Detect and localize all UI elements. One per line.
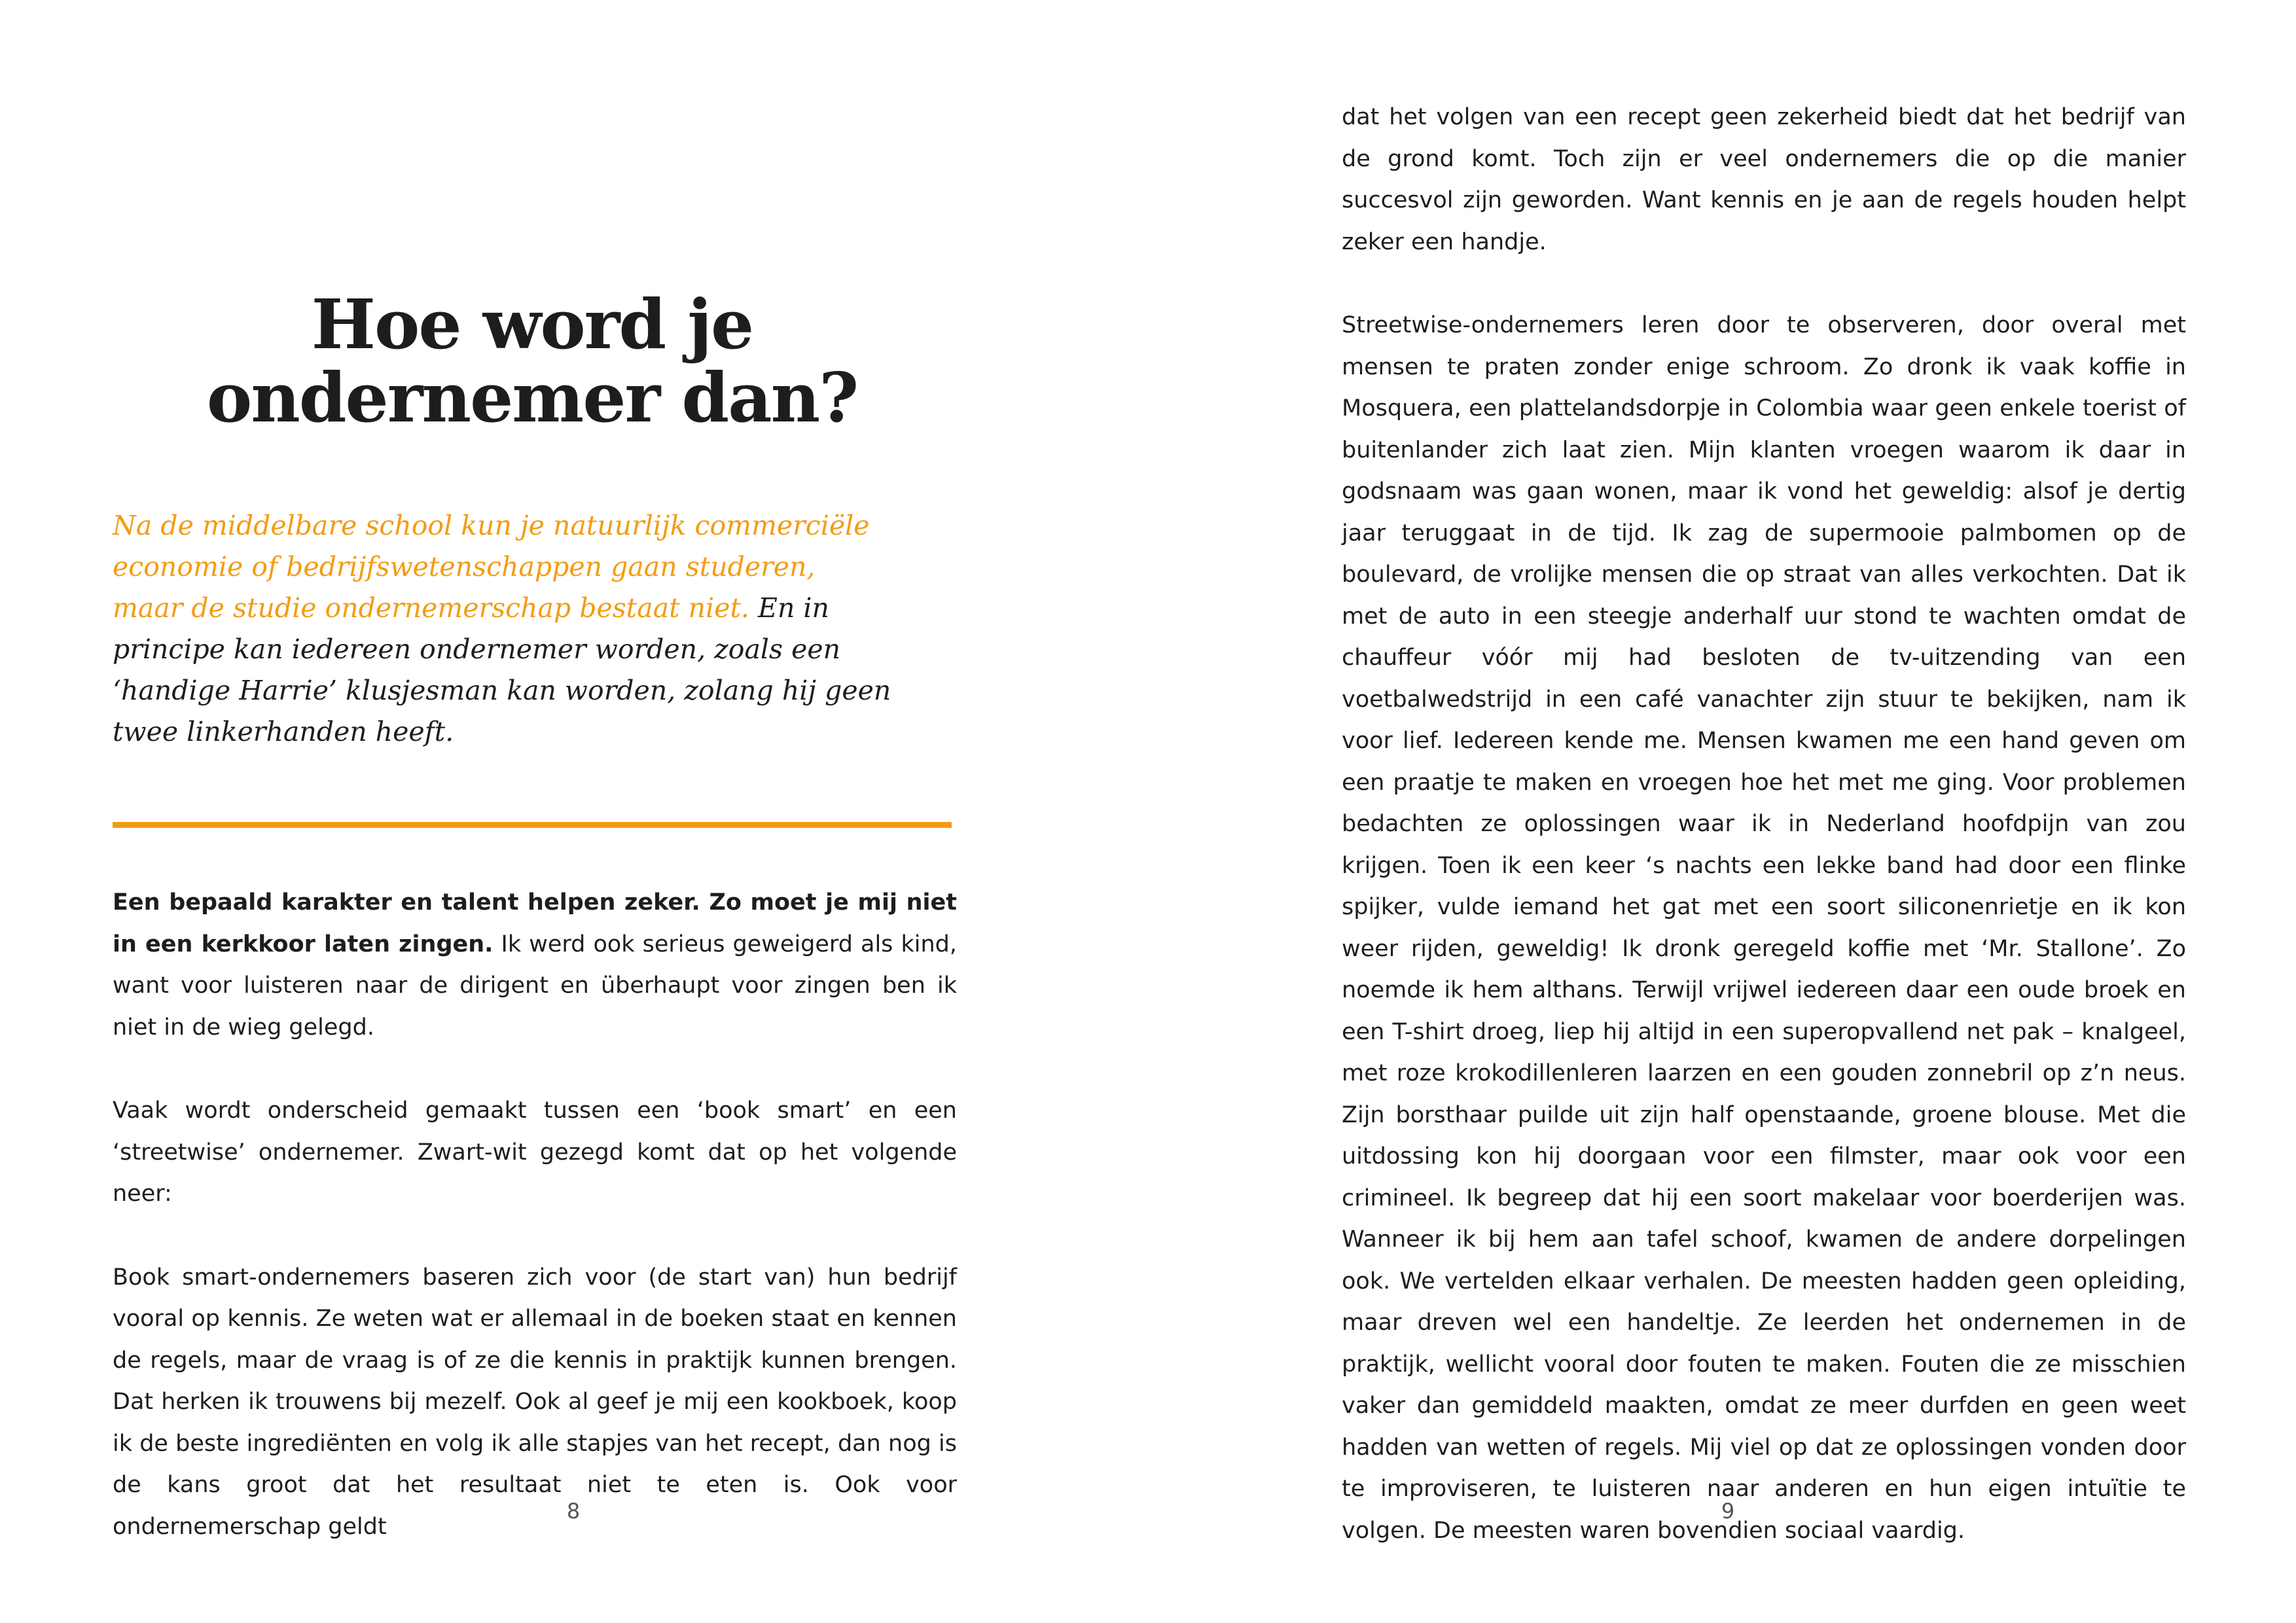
chapter-title-line-2: ondernemer dan?	[206, 357, 858, 438]
body-paragraph: Streetwise-ondernemers leren door te observeren, door overal met mensen te praten zonder enige schroom. Zo dronk ik vaak koffie in Mosquera, een plattelandsdorpje in Colombia waar geen enkele toerist of buitenlander zich laat zien. Mijn klanten vroegen waarom ik daar in godsnaam was gaan wonen, maar ik vond het geweldig: alsof je dertig jaar teruggaat in de tijd. Ik zag de supermooie palmbomen op de boulevard, de vrolijke mensen die op straat van alles verkochten. Dat ik met de auto in een steegje anderhalf uur stond te wachten omdat de chauffeur vóór mij had besloten de tv-uitzending van een voetbalwedstrijd in een café vanachter zijn stuur te bekijken, nam ik voor lief. Iedereen kende me. Mensen kwamen me een hand geven om een praatje te maken en vroegen hoe het met me ging. Voor problemen bedachten ze oplossingen waar ik in Nederland hoofdpijn van zou krijgen. Toen ik een keer ‘s nachts een lekke band had door een flinke spijker, vulde iemand het gat met een soort siliconenrietje en ik kon weer rijden, geweldig! Ik dronk geregeld koffie met ‘Mr. Stallone’. Zo noemde ik hem althans. Terwijl vrijwel iedereen daar een oude broek en een T-shirt droeg, liep hij altijd in een superopvallend net pak – knalgeel, met roze krokodillenleren laarzen en een gouden zonnebril op z’n neus. Zijn borsthaar puilde uit zijn half openstaande, groene blouse. Met die uitdossing kon hij doorgaan voor een filmster, maar ook voor een crimineel. Ik begreep dat hij een soort makelaar voor boerderijen was. Wanneer ik bij hem aan tafel schoof, kwamen de andere dorpelingen ook. We vertelden elkaar verhalen. De meesten hadden geen opleiding, maar dreven wel een handeltje. Ze leerden het ondernemen in de praktijk, wellicht vooral door fouten te maken. Fouten die ze misschien vaker dan gemiddeld maakten, omdat ze meer durfden en geen weet hadden van wetten of regels. Mij viel op dat ze oplossingen vonden door te improviseren, te luisteren naar anderen en hun eigen intuïtie te volgen. De meesten waren bovendien sociaal vaardig.	[1342, 312, 2186, 1544]
intro-text: En in principe kan iedereen ondernemer worden, zoals een ‘handige Harrie’ klusjesman kan worden, zolang hij geen twee linkerhanden heeft.	[113, 592, 891, 747]
right-body-text	[1342, 97, 2186, 1552]
orange-divider	[113, 822, 952, 828]
chapter-title-line-1: Hoe word je	[311, 284, 753, 365]
chapter-title	[113, 284, 952, 438]
bold-lead-text: Een bepaald karakter en talent helpen zeker. Zo moet je mij niet in een kerkkoor laten zingen.	[113, 889, 957, 957]
right-page	[1148, 0, 2296, 1623]
page-number-right: 9	[1721, 1499, 1735, 1524]
body-paragraph: Book smart-ondernemers baseren zich voor (de start van) hun bedrijf vooral op kennis. Ze weten wat er allemaal in de boeken staat en kennen de regels, maar de vraag is of ze die kennis in praktijk kunnen brengen. Dat herken ik trouwens bij mezelf. Ook al geef je mij een kookboek, koop ik de beste ingrediënten en volg ik alle stapjes van het recept, dan nog is de kans groot dat het resultaat niet te eten is. Ook voor ondernemerschap geldt	[113, 1264, 957, 1540]
paragraph-text: Ik werd ook serieus geweigerd als kind, want voor luisteren naar de dirigent en überhaupt voor zingen ben ik niet in de wieg gelegd.	[113, 931, 957, 1041]
intro-paragraph	[113, 505, 891, 753]
body-paragraph: dat het volgen van een recept geen zekerheid biedt dat het bedrijf van de grond komt. Toch zijn er veel ondernemers die op die manier succesvol zijn geworden. Want kennis en je aan de regels houden helpt zeker een handje.	[1342, 104, 2186, 255]
body-paragraph: Vaak wordt onderscheid gemaakt tussen een ‘book smart’ en een ‘streetwise’ ondernemer. Zwart-wit gezegd komt dat op het volgende neer:	[113, 1097, 957, 1207]
left-body-text	[113, 882, 957, 1548]
body-paragraph	[113, 882, 957, 1048]
page-number-left: 8	[566, 1499, 581, 1524]
intro-accent-text: Na de middelbare school kun je natuurlijk commerciële economie of bedrijfswetenschappen gaan studeren, maar de studie ondernemerschap bestaat niet.	[113, 510, 870, 624]
